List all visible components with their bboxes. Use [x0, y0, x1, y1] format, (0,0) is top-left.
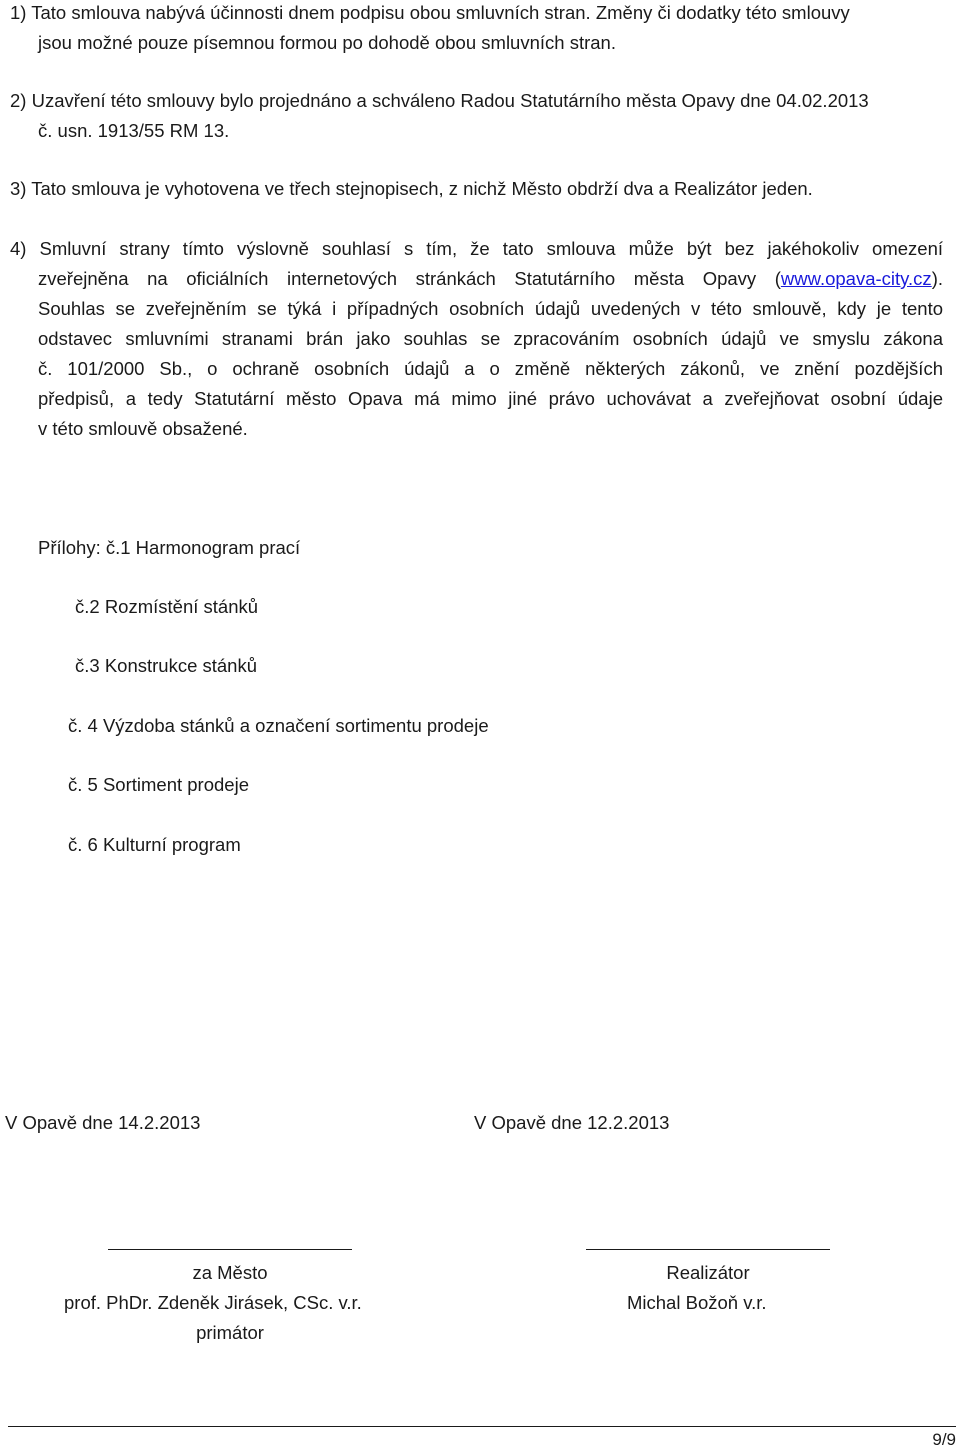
left-signatory-name: prof. PhDr. Zdeněk Jirásek, CSc. v.r.: [64, 1292, 362, 1313]
clause-4-line-5: č. 101/2000 Sb., o ochraně osobních údajů a o změně některých zákonů, ve znění pozdějších: [38, 358, 943, 379]
clause-4-line-6: předpisů, a tedy Statutární město Opava má mimo jiné právo uchovávat a zveřejňovat osobní údaje: [38, 388, 943, 409]
attachment-item: č.2 Rozmístění stánků: [75, 596, 259, 617]
clause-4-line-4: odstavec smluvními stranami brán jako souhlas se zpracováním osobních údajů ve smyslu zákona: [38, 328, 943, 349]
attachment-item: č. 6 Kulturní program: [68, 834, 241, 855]
left-signatory-role: za Město: [192, 1262, 268, 1283]
clause-2-line-2: č. usn. 1913/55 RM 13.: [38, 120, 230, 141]
left-place-date: V Opavě dne 14.2.2013: [5, 1112, 201, 1133]
clause-4-line-2-end: ).: [931, 268, 943, 289]
attachment-item: č.3 Konstrukce stánků: [75, 655, 258, 676]
right-signature-line: [586, 1249, 830, 1250]
clause-4-line-1: 4) Smluvní strany tímto výslovně souhlasí s tím, že tato smlouva může být bez jakéhokoliv omezení: [10, 238, 943, 259]
clause-3-line-1: 3) Tato smlouva je vyhotovena ve třech stejnopisech, z nichž Město obdrží dva a Realizátor jeden.: [10, 178, 813, 199]
footer-rule: [8, 1426, 956, 1427]
clause-4-line-7: v této smlouvě obsažené.: [38, 418, 248, 439]
page-number: 9/9: [932, 1430, 956, 1449]
clause-1-line-1: 1) Tato smlouva nabývá účinnosti dnem podpisu obou smluvních stran. Změny či dodatky této smlouvy: [10, 2, 850, 23]
clause-1-line-2: jsou možné pouze písemnou formou po dohodě obou smluvních stran.: [38, 32, 616, 53]
clause-4-line-2: [38, 268, 943, 290]
attachment-item: č. 5 Sortiment prodeje: [68, 774, 249, 795]
attachment-item: č. 4 Výzdoba stánků a označení sortimentu prodeje: [68, 715, 489, 736]
left-signature-line: [108, 1249, 352, 1250]
clause-2-line-1: 2) Uzavření této smlouvy bylo projednáno a schváleno Radou Statutárního města Opavy dne 04.02.2013: [10, 90, 869, 111]
right-place-date: V Opavě dne 12.2.2013: [474, 1112, 670, 1133]
right-signatory-role: Realizátor: [666, 1262, 750, 1283]
clause-4-line-2-text: zveřejněna na oficiálních internetových stránkách Statutárního města Opavy (: [38, 268, 781, 289]
clause-4-line-3: Souhlas se zveřejněním se týká i případných osobních údajů uvedených v této smlouvě, kdy je tento: [38, 298, 943, 319]
city-website-link[interactable]: www.opava-city.cz: [780, 268, 932, 289]
attachments-heading: Přílohy: č.1 Harmonogram prací: [38, 537, 301, 558]
right-signatory-name: Michal Božoň v.r.: [627, 1292, 767, 1313]
left-signatory-title: primátor: [196, 1322, 264, 1343]
